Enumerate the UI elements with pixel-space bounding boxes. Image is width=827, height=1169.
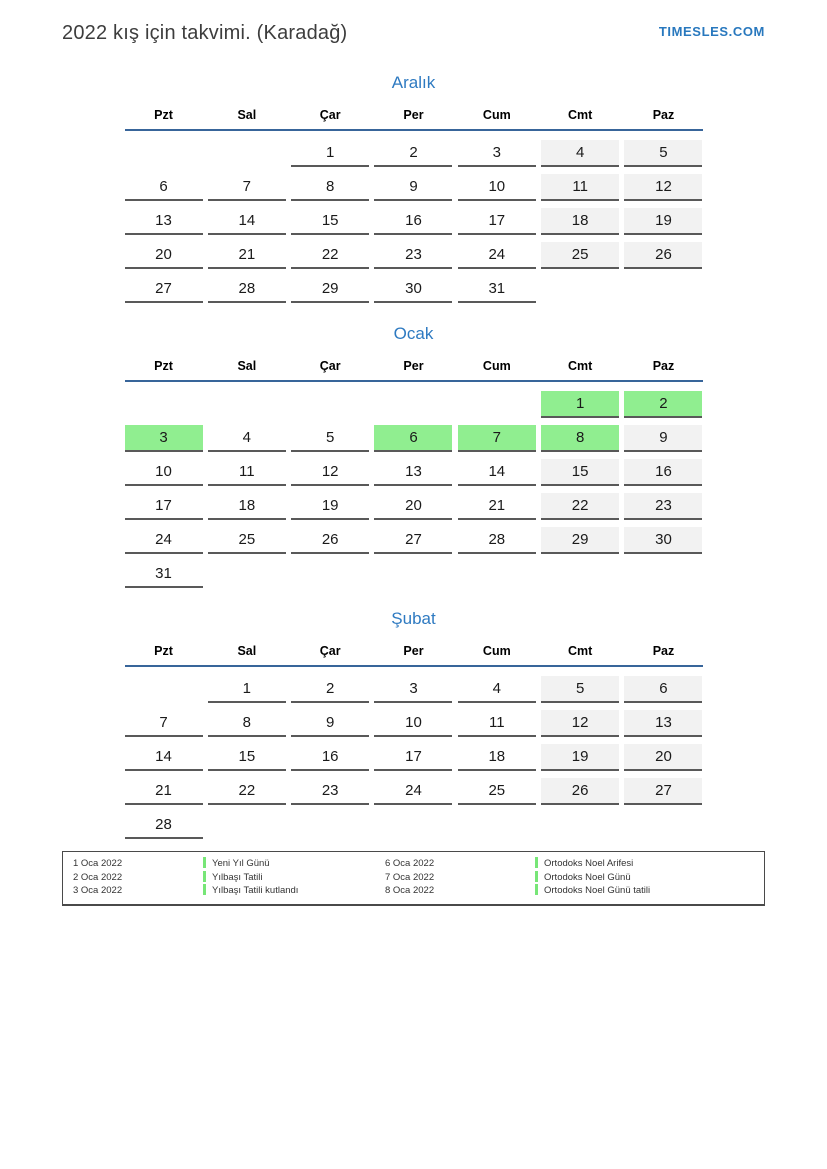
week-row [125, 459, 703, 486]
day-cell: 17 [374, 744, 452, 771]
day-cell: 24 [125, 527, 203, 554]
day-cell: 29 [291, 276, 369, 303]
weekday-header: Cum [482, 108, 511, 122]
holiday-day-cell: 8 [541, 425, 619, 452]
week-row [125, 242, 703, 269]
day-cell: 16 [624, 459, 702, 486]
empty-cell [624, 561, 702, 588]
empty-cell [125, 676, 203, 703]
day-cell: 9 [624, 425, 702, 452]
day-cell: 21 [458, 493, 536, 520]
weekday-header-row [125, 643, 703, 659]
day-cell: 30 [624, 527, 702, 554]
weekday-header: Cmt [567, 359, 593, 373]
header-rule [125, 380, 703, 382]
weekday-header: Per [403, 108, 424, 122]
holiday-marker-icon [203, 871, 206, 882]
empty-cell [208, 561, 286, 588]
day-cell: 19 [541, 744, 619, 771]
legend-date: 7 Oca 2022 [385, 871, 435, 883]
day-cell: 17 [125, 493, 203, 520]
day-cell: 11 [458, 710, 536, 737]
legend-date: 2 Oca 2022 [73, 871, 123, 883]
empty-cell [208, 812, 286, 839]
week-row [125, 744, 703, 771]
day-cell: 27 [125, 276, 203, 303]
day-cell: 18 [541, 208, 619, 235]
weekday-header: Pzt [154, 644, 173, 658]
empty-cell [291, 561, 369, 588]
empty-cell [125, 391, 203, 418]
day-cell: 26 [624, 242, 702, 269]
empty-cell [374, 561, 452, 588]
weekday-header: Çar [319, 359, 341, 373]
empty-cell [541, 276, 619, 303]
day-cell: 21 [208, 242, 286, 269]
weekday-header: Cum [482, 644, 511, 658]
day-cell: 16 [291, 744, 369, 771]
day-cell: 3 [374, 676, 452, 703]
weekday-header: Sal [237, 644, 257, 658]
empty-cell [541, 812, 619, 839]
header-rule [125, 665, 703, 667]
holiday-day-cell: 1 [541, 391, 619, 418]
day-cell: 23 [291, 778, 369, 805]
day-cell: 20 [125, 242, 203, 269]
empty-cell [208, 391, 286, 418]
day-cell: 12 [541, 710, 619, 737]
day-cell: 5 [291, 425, 369, 452]
day-cell: 10 [458, 174, 536, 201]
weekday-header: Cum [482, 359, 511, 373]
week-row [125, 276, 703, 303]
legend-holiday [535, 871, 754, 885]
day-cell: 13 [125, 208, 203, 235]
empty-cell [125, 140, 203, 167]
day-cell: 22 [208, 778, 286, 805]
day-cell: 5 [541, 676, 619, 703]
day-cell: 21 [125, 778, 203, 805]
weekday-header: Cmt [567, 108, 593, 122]
day-cell: 28 [125, 812, 203, 839]
weekday-header: Paz [652, 644, 675, 658]
day-cell: 22 [541, 493, 619, 520]
month-section [125, 323, 703, 588]
empty-cell [291, 391, 369, 418]
legend-holiday [203, 884, 385, 898]
day-cell: 22 [291, 242, 369, 269]
day-cell: 8 [291, 174, 369, 201]
day-cell: 31 [125, 561, 203, 588]
empty-cell [374, 391, 452, 418]
day-cell: 19 [624, 208, 702, 235]
empty-cell [291, 812, 369, 839]
holiday-marker-icon [535, 857, 538, 868]
month-section [125, 72, 703, 303]
header-rule [125, 129, 703, 131]
day-cell: 24 [458, 242, 536, 269]
weekday-header-row [125, 358, 703, 374]
day-cell: 25 [541, 242, 619, 269]
day-cell: 11 [208, 459, 286, 486]
month-title: Şubat [391, 609, 436, 628]
day-cell: 28 [458, 527, 536, 554]
empty-cell [458, 391, 536, 418]
page-title: 2022 kış için takvimi. (Karadağ) [62, 22, 348, 44]
day-cell: 23 [374, 242, 452, 269]
day-cell: 10 [125, 459, 203, 486]
day-cell: 15 [541, 459, 619, 486]
legend-holiday-name: Yeni Yıl Günü [212, 858, 270, 869]
day-cell: 15 [291, 208, 369, 235]
day-cell: 1 [291, 140, 369, 167]
site-logo-link[interactable]: TIMESLES.COM [658, 24, 765, 39]
day-cell: 28 [208, 276, 286, 303]
day-cell: 4 [541, 140, 619, 167]
day-cell: 18 [208, 493, 286, 520]
weekday-header: Paz [652, 108, 675, 122]
week-row [125, 493, 703, 520]
calendar-months [0, 72, 827, 839]
day-cell: 19 [291, 493, 369, 520]
weekday-header: Pzt [154, 359, 173, 373]
day-cell: 9 [291, 710, 369, 737]
legend-holiday [203, 871, 385, 885]
holiday-day-cell: 7 [458, 425, 536, 452]
week-row [125, 561, 703, 588]
day-cell: 23 [624, 493, 702, 520]
legend-date: 6 Oca 2022 [385, 858, 435, 869]
weekday-header: Sal [237, 359, 257, 373]
day-cell: 26 [541, 778, 619, 805]
week-row [125, 208, 703, 235]
week-row [125, 391, 703, 418]
week-row [125, 812, 703, 839]
empty-cell [458, 561, 536, 588]
holiday-day-cell: 6 [374, 425, 452, 452]
day-cell: 5 [624, 140, 702, 167]
week-row [125, 710, 703, 737]
day-cell: 15 [208, 744, 286, 771]
legend-holiday [535, 884, 754, 898]
day-cell: 14 [125, 744, 203, 771]
day-cell: 1 [208, 676, 286, 703]
day-cell: 12 [291, 459, 369, 486]
day-cell: 26 [291, 527, 369, 554]
weeks-grid [125, 676, 703, 839]
holiday-marker-icon [535, 884, 538, 895]
legend-holiday-name: Ortodoks Noel Günü [544, 871, 631, 883]
weekday-header: Per [403, 644, 424, 658]
month-title: Ocak [393, 324, 434, 343]
day-cell: 12 [624, 174, 702, 201]
day-cell: 2 [374, 140, 452, 167]
weekday-header: Per [403, 359, 424, 373]
holiday-marker-icon [535, 871, 538, 882]
day-cell: 10 [374, 710, 452, 737]
weekday-header: Paz [652, 359, 675, 373]
month-title: Aralık [391, 73, 436, 92]
day-cell: 16 [374, 208, 452, 235]
day-cell: 3 [458, 140, 536, 167]
holiday-day-cell: 3 [125, 425, 203, 452]
legend-date: 3 Oca 2022 [73, 885, 123, 896]
week-row [125, 425, 703, 452]
day-cell: 9 [374, 174, 452, 201]
day-cell: 18 [458, 744, 536, 771]
empty-cell [541, 561, 619, 588]
legend-holiday-name: Ortodoks Noel Arifesi [544, 858, 634, 869]
weekday-header-row [125, 107, 703, 123]
day-cell: 6 [624, 676, 702, 703]
day-cell: 31 [458, 276, 536, 303]
day-cell: 14 [458, 459, 536, 486]
legend-holiday-name: Yılbaşı Tatili [212, 871, 263, 883]
day-cell: 25 [458, 778, 536, 805]
day-cell: 29 [541, 527, 619, 554]
weekday-header: Sal [237, 108, 257, 122]
day-cell: 17 [458, 208, 536, 235]
legend-date: 8 Oca 2022 [385, 885, 435, 896]
weekday-header: Pzt [154, 108, 173, 122]
day-cell: 20 [374, 493, 452, 520]
empty-cell [624, 276, 702, 303]
day-cell: 14 [208, 208, 286, 235]
holiday-legend-box [62, 851, 765, 906]
holiday-marker-icon [203, 857, 206, 868]
legend-holiday-name: Ortodoks Noel Günü tatili [544, 885, 651, 896]
legend-holiday-name: Yılbaşı Tatili kutlandı [212, 885, 299, 896]
holiday-marker-icon [203, 884, 206, 895]
day-cell: 30 [374, 276, 452, 303]
weekday-header: Çar [319, 108, 341, 122]
holiday-day-cell: 2 [624, 391, 702, 418]
month-section [125, 608, 703, 839]
day-cell: 8 [208, 710, 286, 737]
week-row [125, 140, 703, 167]
day-cell: 20 [624, 744, 702, 771]
legend-holiday [203, 857, 385, 871]
day-cell: 7 [125, 710, 203, 737]
day-cell: 11 [541, 174, 619, 201]
empty-cell [624, 812, 702, 839]
page-header [62, 0, 765, 46]
empty-cell [374, 812, 452, 839]
week-row [125, 676, 703, 703]
day-cell: 25 [208, 527, 286, 554]
week-row [125, 778, 703, 805]
day-cell: 6 [125, 174, 203, 201]
day-cell: 13 [374, 459, 452, 486]
day-cell: 4 [208, 425, 286, 452]
day-cell: 13 [624, 710, 702, 737]
weekday-header: Cmt [567, 644, 593, 658]
week-row [125, 174, 703, 201]
week-row [125, 527, 703, 554]
weekday-header: Çar [319, 644, 341, 658]
day-cell: 7 [208, 174, 286, 201]
legend-date: 1 Oca 2022 [73, 858, 123, 869]
empty-cell [458, 812, 536, 839]
empty-cell [208, 140, 286, 167]
day-cell: 24 [374, 778, 452, 805]
weeks-grid [125, 391, 703, 588]
legend-holiday [535, 857, 754, 871]
day-cell: 27 [624, 778, 702, 805]
day-cell: 4 [458, 676, 536, 703]
weeks-grid [125, 140, 703, 303]
day-cell: 2 [291, 676, 369, 703]
day-cell: 27 [374, 527, 452, 554]
